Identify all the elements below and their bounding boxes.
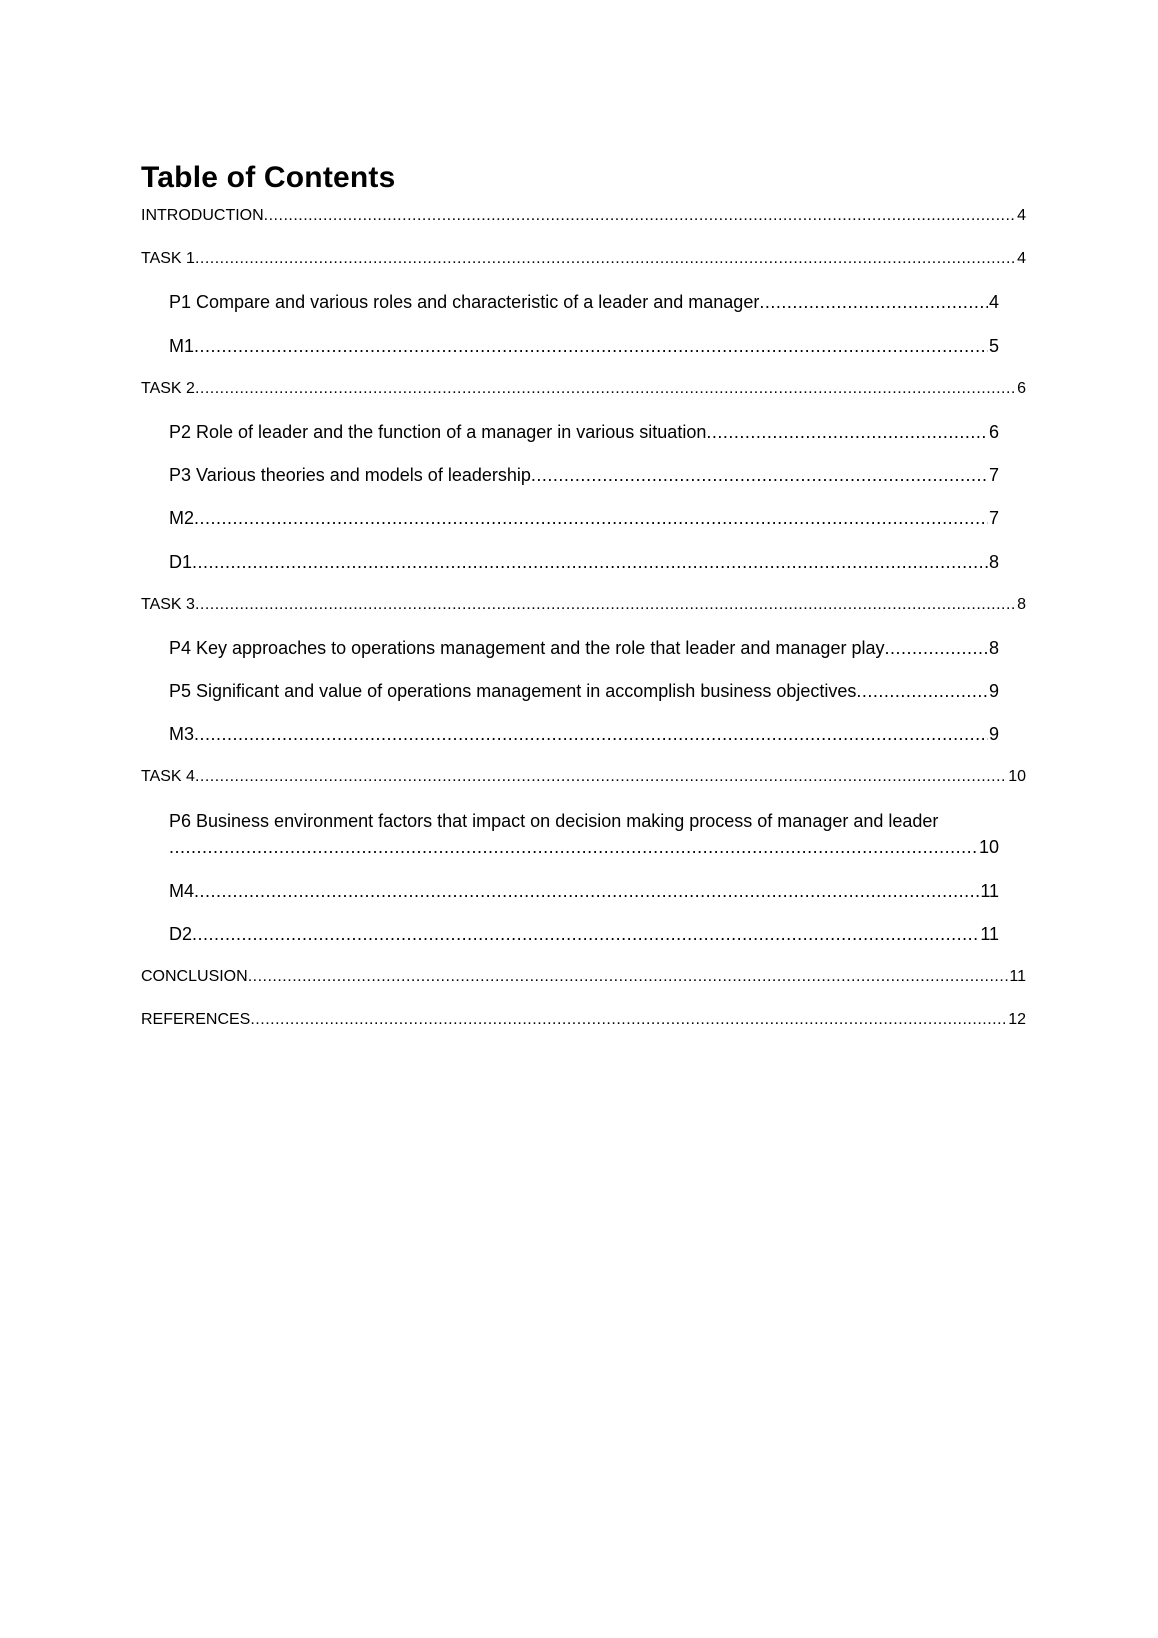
toc-entry-label[interactable]: INTRODUCTION bbox=[141, 207, 264, 224]
toc-entry-label[interactable]: M1 bbox=[169, 335, 195, 356]
toc-entry-label[interactable]: REFERENCES bbox=[141, 1011, 251, 1029]
toc-entry[interactable] bbox=[169, 292, 999, 335]
toc-entry-page-number[interactable]: 6 bbox=[988, 421, 999, 442]
toc-dot-leader bbox=[250, 1010, 1007, 1030]
toc-entry-continuation bbox=[169, 837, 999, 857]
toc-entry-page-number[interactable]: 4 bbox=[988, 292, 999, 313]
toc-entry-page-number[interactable]: 10 bbox=[1008, 768, 1026, 786]
toc-entry-label[interactable]: CONCLUSION bbox=[141, 968, 248, 985]
toc-entry-page-number[interactable]: 10 bbox=[978, 836, 999, 857]
toc-entry[interactable] bbox=[169, 811, 999, 881]
toc-entry[interactable] bbox=[169, 552, 999, 595]
toc-entry-page-number[interactable]: 8 bbox=[988, 551, 999, 572]
toc-entry[interactable] bbox=[169, 508, 999, 551]
toc-entry-page-number[interactable]: 9 bbox=[988, 681, 999, 702]
toc-dot-leader bbox=[264, 206, 1016, 226]
toc-dot-leader bbox=[856, 681, 988, 701]
toc-entry-page-number[interactable]: 8 bbox=[988, 637, 999, 658]
toc-entry-label[interactable]: M3 bbox=[169, 724, 195, 745]
toc-dot-leader bbox=[759, 292, 988, 312]
toc-entry-page-number[interactable]: 8 bbox=[1017, 595, 1026, 613]
toc-entry-page-number[interactable]: 12 bbox=[1008, 1011, 1026, 1029]
toc-dot-leader bbox=[194, 508, 988, 528]
toc-entry[interactable] bbox=[169, 638, 999, 681]
toc-entry[interactable] bbox=[169, 465, 999, 508]
toc-entry[interactable] bbox=[141, 967, 1026, 1010]
toc-dot-leader bbox=[194, 881, 979, 901]
toc-entry-label[interactable]: TASK 2 bbox=[141, 379, 195, 397]
toc-entry[interactable] bbox=[141, 1010, 1026, 1053]
toc-entry-page-number[interactable]: 7 bbox=[988, 465, 999, 486]
toc-entry-page-number[interactable]: 9 bbox=[988, 724, 999, 745]
toc-entry-page-number[interactable]: 11 bbox=[1009, 968, 1026, 985]
toc-entry-label[interactable]: P5 Significant and value of operations management in accomplish business objectives bbox=[169, 681, 857, 702]
toc-dot-leader bbox=[531, 465, 988, 485]
toc-entry-page-number[interactable]: 11 bbox=[980, 923, 999, 944]
toc-dot-leader bbox=[195, 249, 1016, 269]
toc-entry[interactable] bbox=[141, 249, 1026, 292]
toc-entry-label[interactable]: P4 Key approaches to operations management and the role that leader and manager play bbox=[169, 637, 885, 658]
toc-dot-leader bbox=[194, 336, 988, 356]
toc-entry-label[interactable]: TASK 4 bbox=[141, 768, 195, 786]
toc-entry-page-number[interactable]: 7 bbox=[988, 508, 999, 529]
toc-entry-label[interactable]: P6 Business environment factors that impact on decision making process of manager and leader bbox=[169, 810, 939, 831]
toc-entry[interactable] bbox=[169, 924, 999, 967]
toc-entry-page-number[interactable]: 6 bbox=[1017, 379, 1026, 397]
toc-entry-page-number[interactable]: 4 bbox=[1017, 207, 1026, 224]
toc-entry-label[interactable]: P3 Various theories and models of leadership bbox=[169, 465, 531, 486]
toc-entry[interactable] bbox=[141, 379, 1026, 422]
toc-dot-leader bbox=[884, 638, 988, 658]
toc-entry[interactable] bbox=[169, 681, 999, 724]
toc-entry-label[interactable]: M2 bbox=[169, 508, 195, 529]
toc-entry-label[interactable]: P1 Compare and various roles and characteristic of a leader and manager bbox=[169, 292, 760, 313]
toc-dot-leader bbox=[195, 379, 1016, 399]
toc-entry[interactable] bbox=[169, 724, 999, 767]
toc-entry-label[interactable]: TASK 3 bbox=[141, 595, 195, 613]
toc-title: Table of Contents bbox=[141, 161, 396, 194]
toc-entry[interactable] bbox=[141, 206, 1026, 249]
toc-entry-page-number[interactable]: 11 bbox=[980, 880, 999, 901]
toc-entry-page-number[interactable]: 5 bbox=[988, 335, 999, 356]
toc-dot-leader bbox=[706, 422, 988, 442]
toc-entry-label[interactable]: M4 bbox=[169, 880, 195, 901]
toc-entry[interactable] bbox=[169, 881, 999, 924]
toc-entry[interactable] bbox=[141, 767, 1026, 810]
toc-dot-leader bbox=[248, 967, 1009, 987]
toc-dot-leader bbox=[195, 595, 1016, 615]
toc-entry-label[interactable]: D1 bbox=[169, 551, 193, 572]
toc-dot-leader bbox=[192, 924, 979, 944]
toc-entry-label[interactable]: P2 Role of leader and the function of a manager in various situation bbox=[169, 421, 707, 442]
toc-dot-leader bbox=[169, 837, 978, 857]
toc-entry[interactable] bbox=[169, 336, 999, 379]
toc-dot-leader bbox=[195, 767, 1007, 787]
toc-entry[interactable] bbox=[141, 595, 1026, 638]
toc-dot-leader bbox=[192, 552, 988, 572]
toc-entry-page-number[interactable]: 4 bbox=[1017, 250, 1026, 268]
toc-list bbox=[141, 206, 1026, 1053]
toc-entry-label[interactable]: D2 bbox=[169, 923, 193, 944]
toc-entry[interactable] bbox=[169, 422, 999, 465]
toc-entry-label[interactable]: TASK 1 bbox=[141, 250, 195, 268]
toc-dot-leader bbox=[194, 724, 988, 744]
document-page bbox=[141, 160, 1026, 1053]
